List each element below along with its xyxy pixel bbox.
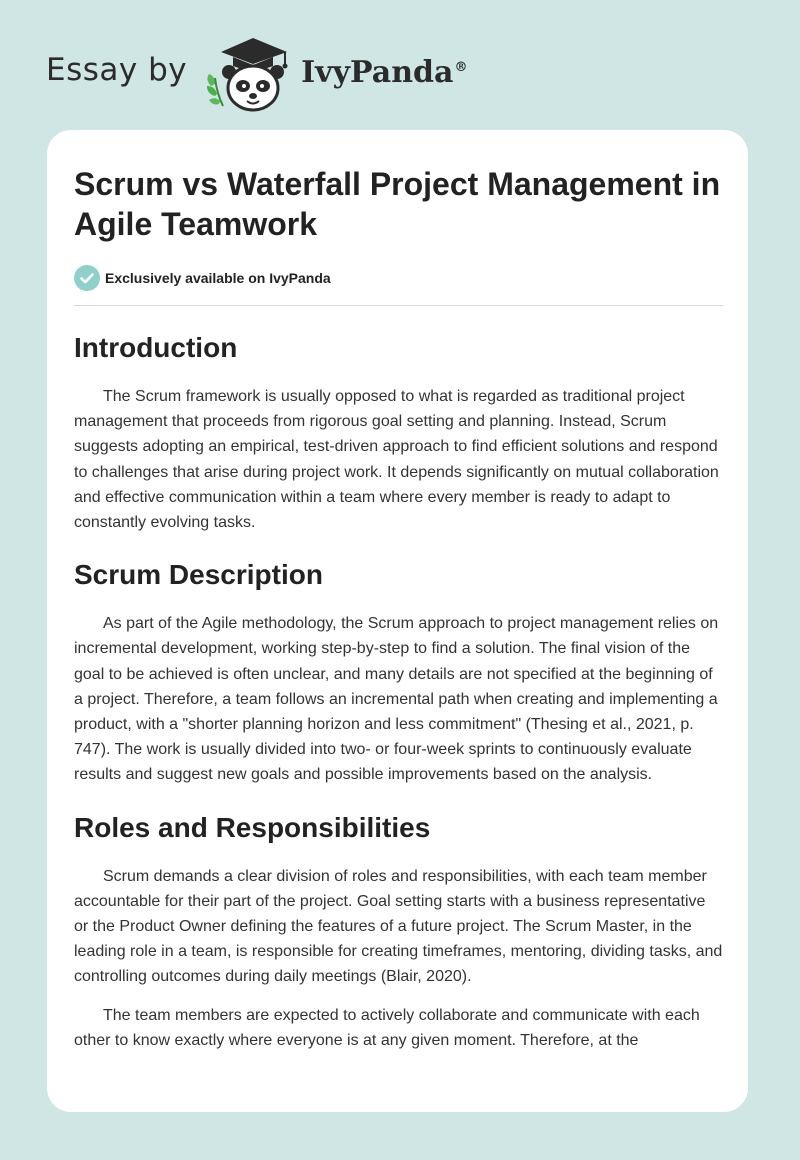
section-heading-roles: Roles and Responsibilities xyxy=(74,811,431,843)
paragraph-scrum-description: As part of the Agile methodology, the Scrum approach to project management relies on incremental development, working step-by-step to find a solution. The final vision of the goal to be achieved is often unclear, and many details are not specified at the beginning of a project. Therefore, a team follows an incremental path when creating and implementing a product, with a "shorter planning horizon and less commitment" (Thesing et al., 2021, p. 747). The work is usually divided into two- or four-week sprints to continuously evaluate results and suggest new goals and possible improvements based on the analysis. xyxy=(74,615,719,784)
paragraph-roles-2: The team members are expected to actively collaborate and communicate with each other to know exactly where everyone is at any given moment. Therefore, at the xyxy=(74,1006,700,1049)
check-circle-icon xyxy=(74,265,100,291)
paragraph-introduction: The Scrum framework is usually opposed to what is regarded as traditional project management that proceeds from rigorous goal setting and planning. Instead, Scrum suggests adopting an empirical, test-driven approach to find efficient solutions and respond to challenges that arise during project work. It depends significantly on mutual collaboration and effective communication within a team where every member is ready to adapt to constantly evolving tasks. xyxy=(74,388,719,532)
essay-content xyxy=(74,130,723,1053)
paragraph-roles-1: Scrum demands a clear division of roles and responsibilities, with each team member accountable for their part of the project. Goal setting starts with a business representative or the Product Owner defining the features of a future project. The Scrum Master, in the leading role in a team, is responsible for creating timeframes, mentoring, dividing tasks, and controlling outcomes during daily meetings (Blair, 2020). xyxy=(74,867,723,986)
site-header xyxy=(46,34,467,114)
section-heading-scrum-description: Scrum Description xyxy=(74,559,323,591)
essay-card xyxy=(47,130,748,1112)
section-heading-introduction: Introduction xyxy=(74,332,238,363)
registered-mark: ® xyxy=(454,59,468,75)
essay-by-label: Essay by xyxy=(46,52,188,88)
exclusive-badge xyxy=(74,264,723,292)
essay-title: Scrum vs Waterfall Project Management in Agile Teamwork xyxy=(74,166,721,242)
panda-graduate-logo-icon[interactable] xyxy=(205,34,297,114)
brand-wordmark[interactable] xyxy=(301,55,467,90)
badge-label: Exclusively available on IvyPanda xyxy=(105,270,331,286)
brand-name: IvyPanda xyxy=(301,54,454,90)
divider xyxy=(74,305,723,306)
